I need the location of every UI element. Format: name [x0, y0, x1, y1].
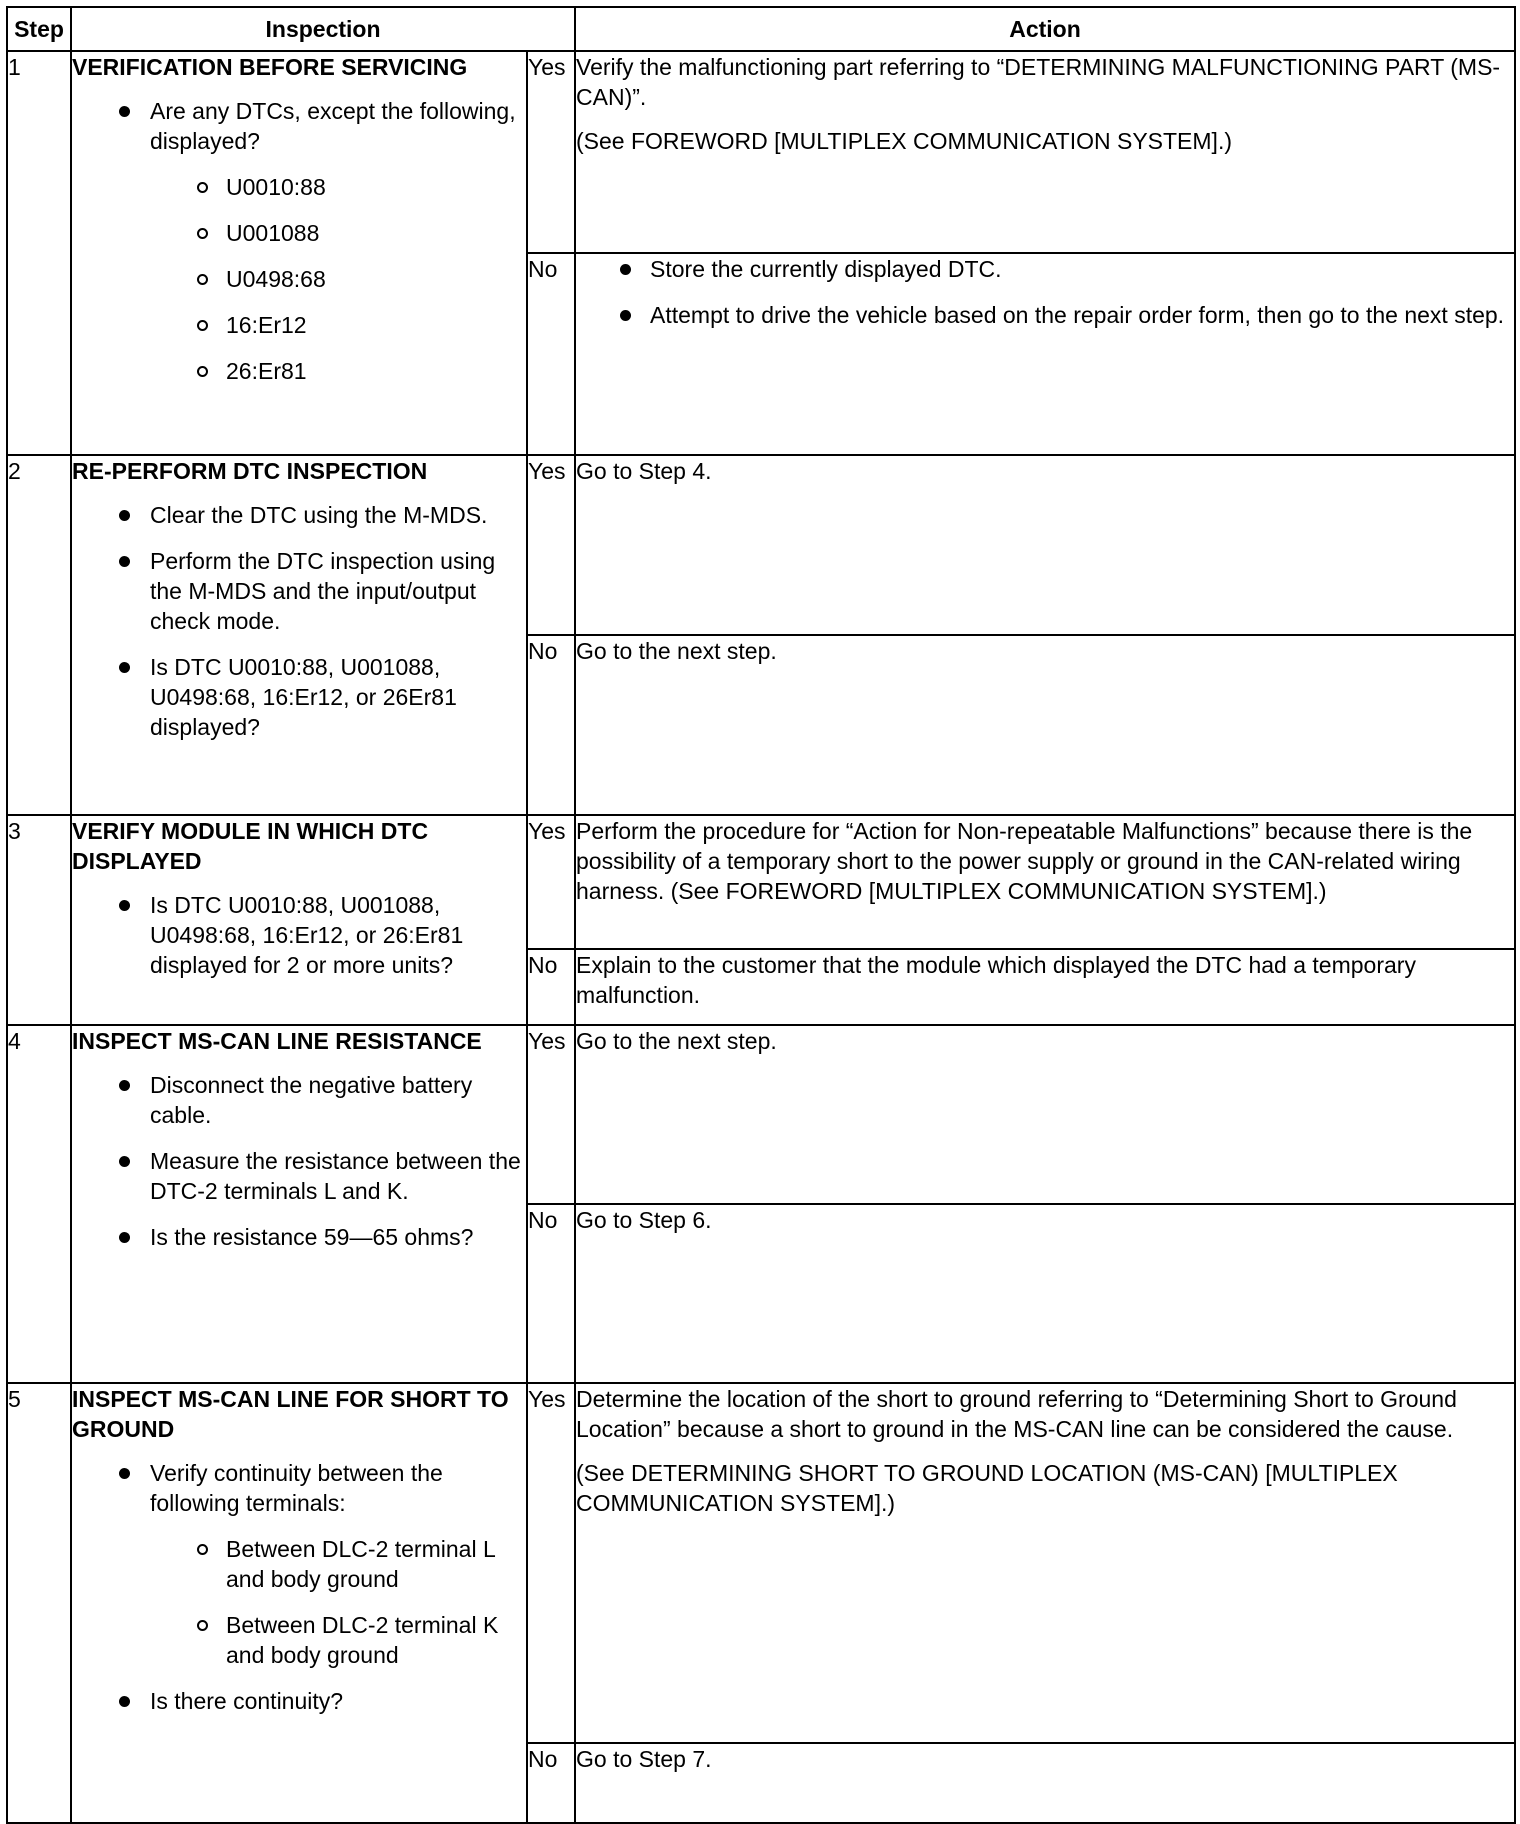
inspection-bullet — [72, 1458, 526, 1670]
action-text: Go to Step 6. — [576, 1207, 712, 1233]
step-1-yes-row — [7, 51, 1515, 253]
no-action — [575, 1743, 1515, 1823]
inspection-bullet: Perform the DTC inspection using the M-MDS and the input/output check mode. — [72, 546, 526, 636]
inspection-list — [72, 96, 526, 386]
header-step: Step — [7, 7, 71, 51]
no-action — [575, 635, 1515, 815]
action-text: Perform the procedure for “Action for Non-repeatable Malfunctions” because there is the possibility of a temporary short to the power supply or ground in the CAN-related wiring harness. (See FOREWORD [MULTIPLEX COMMUNICATION SYSTEM].) — [576, 818, 1473, 904]
step-inspection — [71, 1383, 527, 1823]
sub-bullet: 16:Er12 — [150, 310, 526, 340]
sub-bullet: 26:Er81 — [150, 356, 526, 386]
header-action: Action — [575, 7, 1515, 51]
step-4-yes-row — [7, 1025, 1515, 1204]
inspection-bullet — [72, 96, 526, 386]
step-number: 1 — [7, 51, 71, 455]
inspection-bullet: Disconnect the negative battery cable. — [72, 1070, 526, 1130]
diagnostic-table — [6, 6, 1516, 1824]
action-text: (See DETERMINING SHORT TO GROUND LOCATION (MS-CAN) [MULTIPLEX COMMUNICATION SYSTEM].) — [576, 1460, 1398, 1516]
step-inspection — [71, 1025, 527, 1383]
step-number: 4 — [7, 1025, 71, 1383]
inspection-list — [72, 890, 526, 980]
action-text: (See FOREWORD [MULTIPLEX COMMUNICATION SYSTEM].) — [576, 128, 1232, 154]
no-label: No — [527, 253, 575, 455]
yes-label: Yes — [527, 1383, 575, 1743]
sub-list — [150, 172, 526, 386]
step-title: VERIFICATION BEFORE SERVICING — [72, 54, 468, 80]
yes-label: Yes — [527, 815, 575, 949]
step-3-yes-row — [7, 815, 1515, 949]
sub-bullet: U0010:88 — [150, 172, 526, 202]
yes-action — [575, 815, 1515, 949]
no-action — [575, 1204, 1515, 1383]
sub-bullet: Between DLC-2 terminal K and body ground — [150, 1610, 526, 1670]
action-text: Go to the next step. — [576, 638, 777, 664]
sub-list — [150, 1534, 526, 1670]
header-row — [7, 7, 1515, 51]
action-text: Go to Step 4. — [576, 458, 712, 484]
step-number: 5 — [7, 1383, 71, 1823]
sub-bullet: U001088 — [150, 218, 526, 248]
header-inspection: Inspection — [71, 7, 575, 51]
step-5-yes-row — [7, 1383, 1515, 1743]
no-action — [575, 949, 1515, 1025]
step-title: RE-PERFORM DTC INSPECTION — [72, 458, 428, 484]
sub-bullet: U0498:68 — [150, 264, 526, 294]
diagnostic-page — [6, 6, 1514, 1814]
yes-label: Yes — [527, 1025, 575, 1204]
no-label: No — [527, 1743, 575, 1823]
no-label: No — [527, 635, 575, 815]
yes-label: Yes — [527, 51, 575, 253]
yes-label: Yes — [527, 455, 575, 635]
inspection-list — [72, 500, 526, 742]
yes-action — [575, 455, 1515, 635]
no-label: No — [527, 949, 575, 1025]
step-number: 2 — [7, 455, 71, 815]
action-text: Go to Step 7. — [576, 1746, 712, 1772]
bullet-text: Verify continuity between the following terminals: — [150, 1460, 443, 1516]
step-inspection — [71, 51, 527, 455]
action-text: Go to the next step. — [576, 1028, 777, 1054]
step-inspection — [71, 815, 527, 1025]
inspection-bullet: Is DTC U0010:88, U001088, U0498:68, 16:Er12, or 26:Er81 displayed for 2 or more units? — [72, 890, 526, 980]
step-title: VERIFY MODULE IN WHICH DTC DISPLAYED — [72, 818, 429, 874]
bullet-text: Are any DTCs, except the following, displayed? — [150, 98, 516, 154]
step-2-yes-row — [7, 455, 1515, 635]
yes-action — [575, 1025, 1515, 1204]
inspection-bullet: Measure the resistance between the DTC-2 terminals L and K. — [72, 1146, 526, 1206]
inspection-bullet: Is DTC U0010:88, U001088, U0498:68, 16:Er12, or 26Er81 displayed? — [72, 652, 526, 742]
step-title: INSPECT MS-CAN LINE FOR SHORT TO GROUND — [72, 1386, 509, 1442]
action-text: Explain to the customer that the module which displayed the DTC had a temporary malfunction. — [576, 952, 1416, 1008]
inspection-list — [72, 1070, 526, 1252]
action-bullet: Store the currently displayed DTC. — [576, 254, 1514, 284]
no-action — [575, 253, 1515, 455]
no-label: No — [527, 1204, 575, 1383]
step-title: INSPECT MS-CAN LINE RESISTANCE — [72, 1028, 482, 1054]
action-text: Determine the location of the short to ground referring to “Determining Short to Ground Location” because a short to ground in the MS-CAN line can be considered the cause. — [576, 1386, 1457, 1442]
step-number: 3 — [7, 815, 71, 1025]
sub-bullet: Between DLC-2 terminal L and body ground — [150, 1534, 526, 1594]
inspection-bullet: Clear the DTC using the M-MDS. — [72, 500, 526, 530]
action-list — [576, 254, 1514, 330]
step-inspection — [71, 455, 527, 815]
inspection-bullet: Is the resistance 59—65 ohms? — [72, 1222, 526, 1252]
inspection-list — [72, 1458, 526, 1716]
inspection-bullet: Is there continuity? — [72, 1686, 526, 1716]
yes-action — [575, 51, 1515, 253]
yes-action — [575, 1383, 1515, 1743]
action-bullet: Attempt to drive the vehicle based on the repair order form, then go to the next step. — [576, 300, 1514, 330]
action-text: Verify the malfunctioning part referring to “DETERMINING MALFUNCTIONING PART (MS-CAN)”. — [576, 54, 1501, 110]
